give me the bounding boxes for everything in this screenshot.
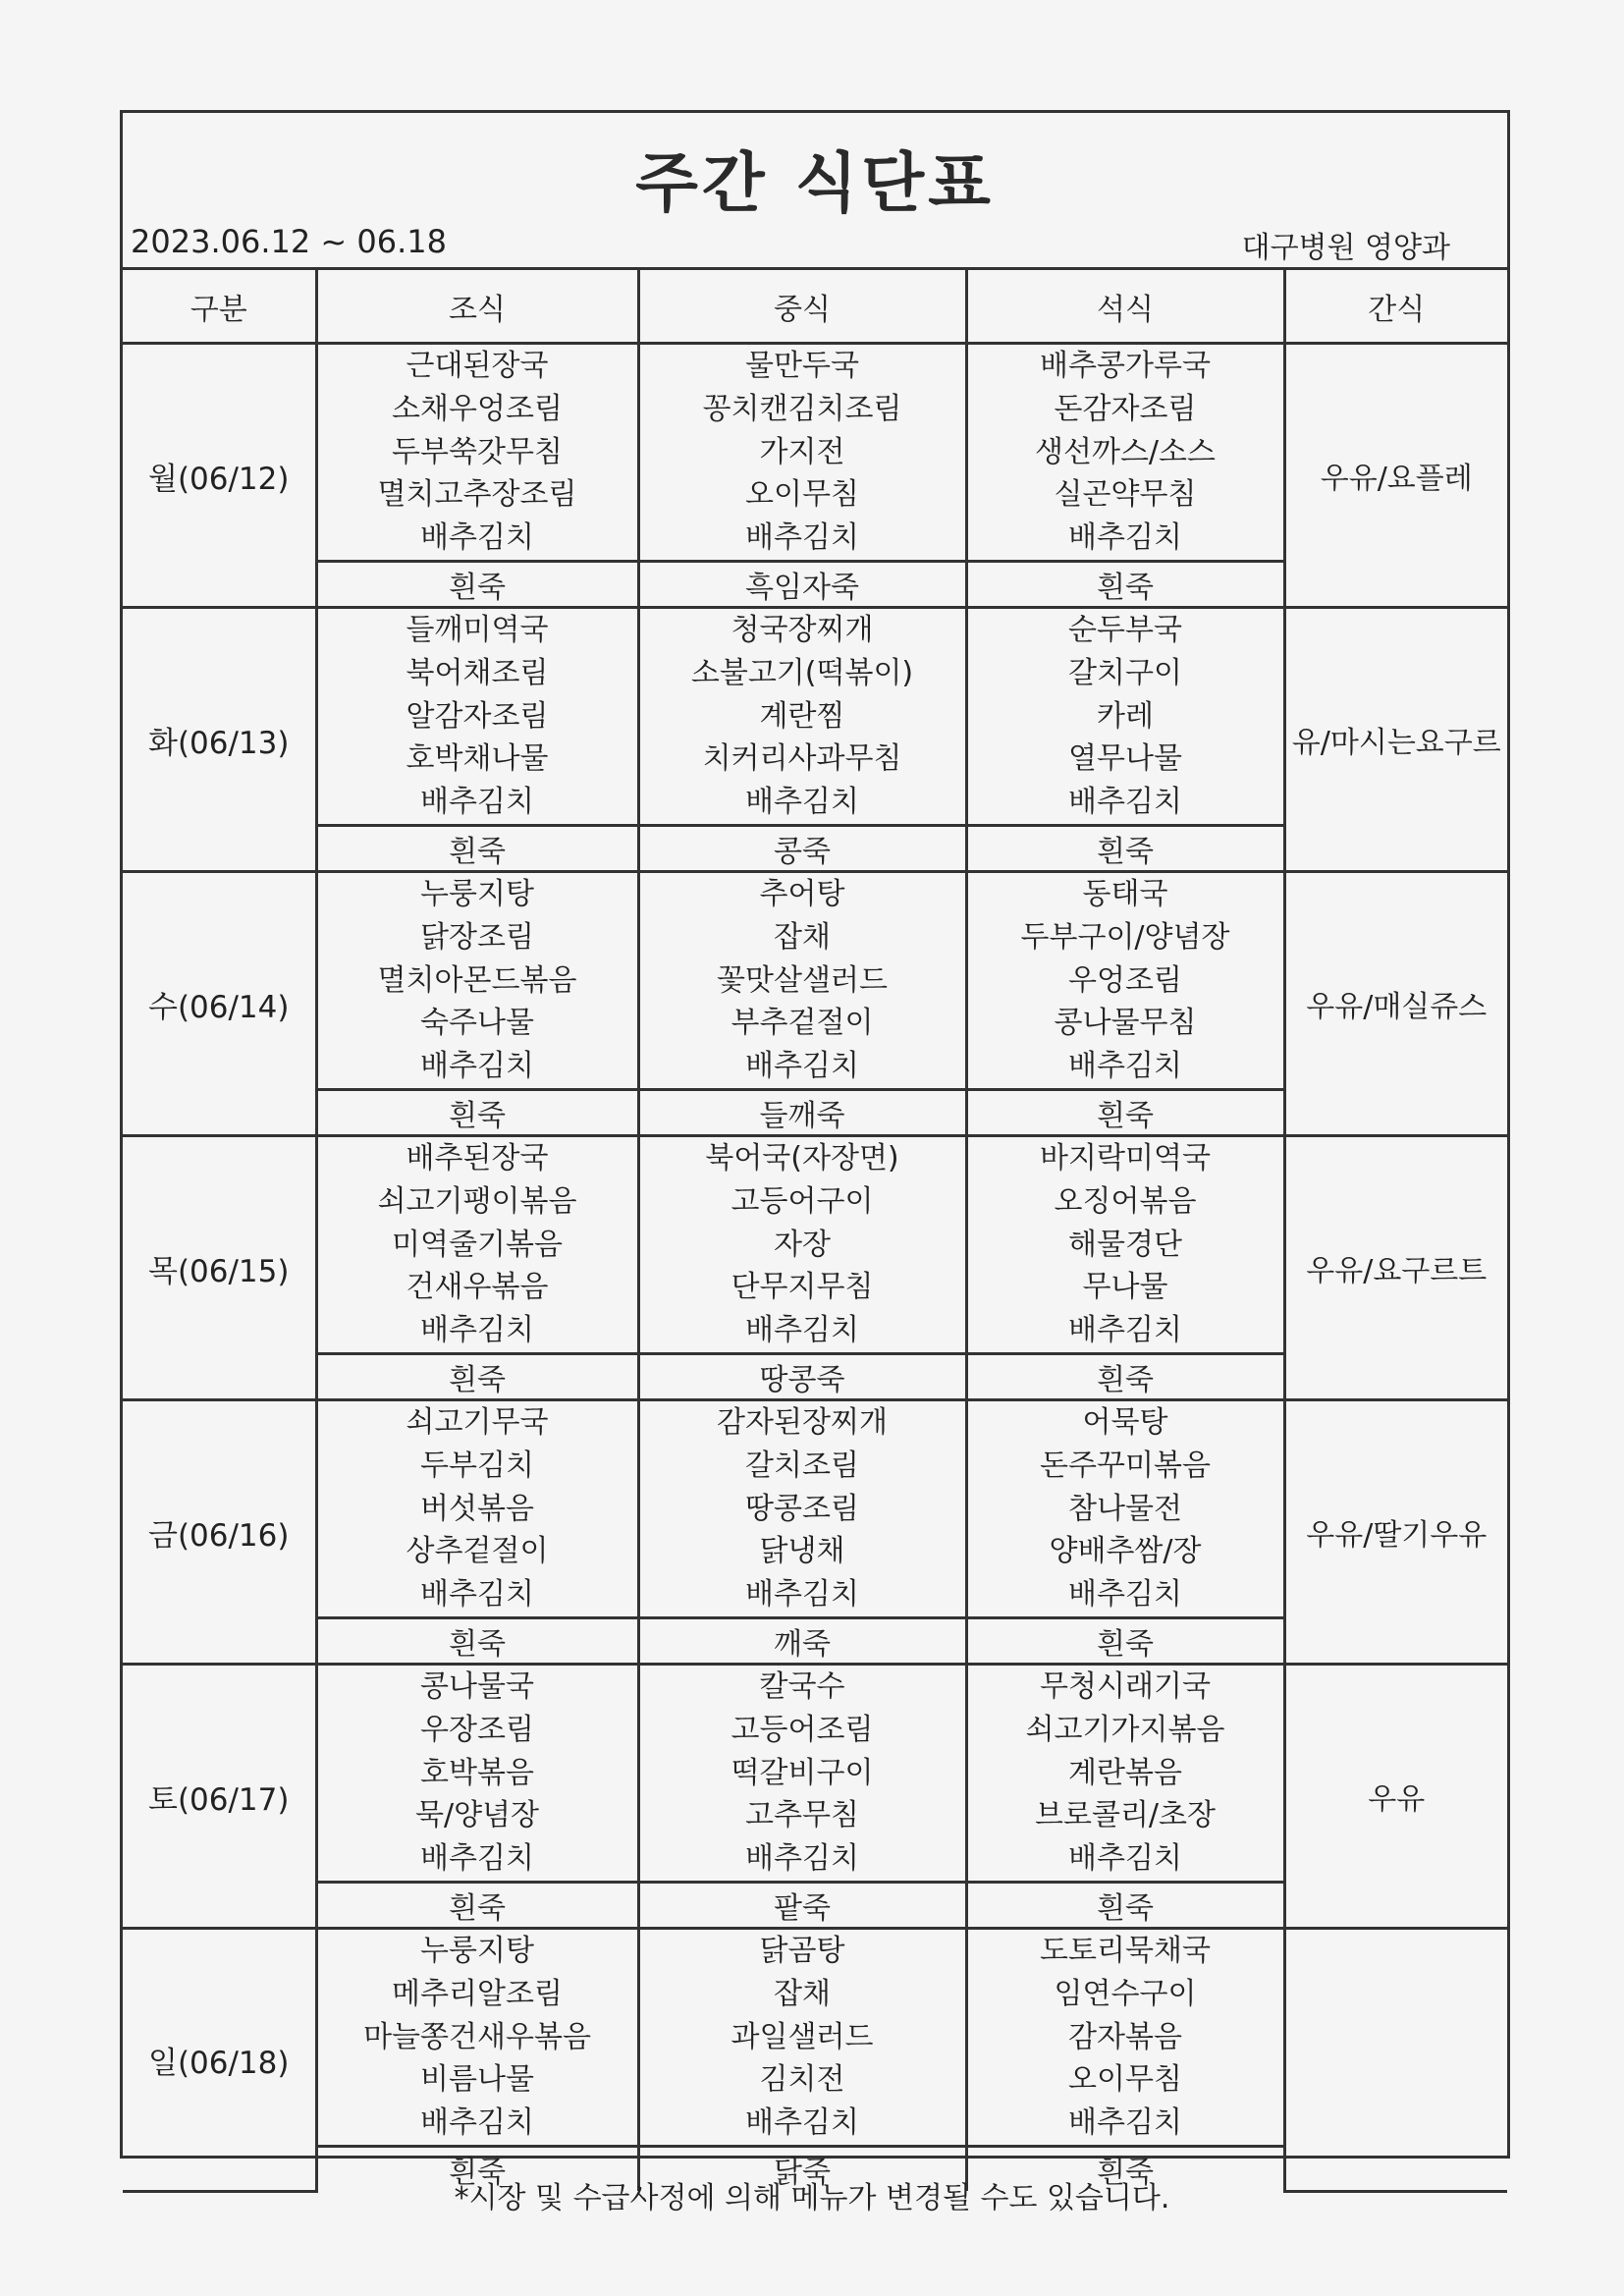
lunch-cell: [638, 344, 966, 562]
department-name: 대구병원 영양과: [1241, 231, 1450, 265]
dinner-porridge: 흰죽: [966, 562, 1284, 608]
lunch-porridge: 깨죽: [638, 1618, 966, 1665]
dish-item: 김치전: [759, 2062, 845, 2098]
dish-item: 어묵탕: [1082, 1405, 1168, 1440]
breakfast-cell: [316, 872, 638, 1090]
dish-item: 돈주꾸미볶음: [1040, 1448, 1211, 1483]
breakfast-cell: [316, 344, 638, 562]
dish-item: 단무지무침: [731, 1270, 874, 1305]
dish-item: 생선까스/소스: [1035, 434, 1216, 469]
dish-item: 쇠고기팽이볶음: [377, 1183, 577, 1219]
dish-item: 동태국: [1082, 877, 1168, 911]
dish-item: 무청시래기국: [1040, 1669, 1211, 1704]
day-row: [123, 872, 1507, 1090]
breakfast-cell: [316, 1665, 638, 1883]
dish-item: 배추김치: [1068, 1313, 1182, 1348]
dish-item: 칼국수: [759, 1669, 845, 1704]
dish-item: 참나물전: [1068, 1491, 1182, 1526]
dish-item: 건새우볶음: [406, 1270, 549, 1305]
dish-item: 배추김치: [745, 1841, 859, 1877]
dish-item: 배추김치: [745, 2105, 859, 2141]
breakfast-porridge: 흰죽: [316, 826, 638, 872]
dish-item: 배추김치: [1068, 520, 1182, 556]
dish-item: 오이무침: [1068, 2062, 1182, 2098]
lunch-cell: [638, 1400, 966, 1618]
dinner-porridge: 흰죽: [966, 826, 1284, 872]
dish-item: 고등어조림: [731, 1712, 874, 1747]
breakfast-cell: [316, 608, 638, 826]
dish-item: 양배추쌈/장: [1049, 1534, 1202, 1569]
dish-item: 무나물: [1082, 1270, 1168, 1305]
breakfast-porridge: 흰죽: [316, 562, 638, 608]
dish-item: 비름나물: [420, 2062, 534, 2098]
dish-item: 실곤약무침: [1054, 477, 1197, 513]
dish-item: 배추김치: [420, 2105, 534, 2141]
dish-item: 메추리알조림: [392, 1976, 563, 2011]
dish-item: 호박채나물: [406, 741, 549, 777]
snack-cell: 우유/매실쥬스: [1284, 872, 1507, 1136]
dish-item: 두부구이/양념장: [1020, 919, 1230, 955]
dish-item: 북어국(자장면): [705, 1141, 899, 1175]
dish-item: 열무나물: [1068, 741, 1182, 777]
breakfast-porridge: 흰죽: [316, 1090, 638, 1136]
dish-item: 계란볶음: [1068, 1755, 1182, 1790]
header-lunch: 중식: [638, 270, 966, 344]
dish-item: 해물경단: [1068, 1227, 1182, 1262]
dish-item: 우장조림: [420, 1712, 534, 1747]
dish-item: 배추김치: [745, 1313, 859, 1348]
dish-item: 멸치고추장조림: [377, 477, 577, 513]
dish-item: 멸치아몬드볶음: [377, 962, 577, 998]
dinner-cell: [966, 1136, 1284, 1354]
footnote: *시장 및 수급사정에 의해 메뉴가 변경될 수도 있습니다.: [454, 2181, 1170, 2215]
dish-item: 누룽지탕: [420, 877, 534, 911]
snack-cell: [1284, 1929, 1507, 2192]
dinner-porridge: 흰죽: [966, 2147, 1284, 2192]
dish-item: 배추김치: [1068, 1841, 1182, 1877]
day-label: 목(06/15): [123, 1136, 316, 1400]
menu-sheet: [120, 110, 1510, 2190]
dish-item: 감자볶음: [1068, 2019, 1182, 2054]
dish-item: 닭장조림: [420, 919, 534, 955]
lunch-cell: [638, 872, 966, 1090]
dish-item: 미역줄기볶음: [392, 1227, 563, 1262]
dinner-cell: [966, 608, 1284, 826]
dish-item: 카레: [1097, 698, 1154, 734]
lunch-cell: [638, 1665, 966, 1883]
dish-item: 배추김치: [420, 1049, 534, 1084]
dish-item: 배추김치: [1068, 1049, 1182, 1084]
lunch-porridge: 닭죽: [638, 2147, 966, 2192]
dish-item: 가지전: [759, 434, 845, 469]
dish-item: 배추김치: [745, 520, 859, 556]
snack-cell: 우유/요구르트: [1284, 1136, 1507, 1400]
dish-item: 배추김치: [420, 520, 534, 556]
dish-item: 오징어볶음: [1054, 1183, 1197, 1219]
dish-item: 배추김치: [1068, 1577, 1182, 1613]
lunch-cell: [638, 1929, 966, 2147]
dish-item: 도토리묵채국: [1040, 1934, 1211, 1968]
lunch-cell: [638, 608, 966, 826]
lunch-porridge: 팥죽: [638, 1883, 966, 1929]
day-row: [123, 1136, 1507, 1354]
breakfast-cell: [316, 1136, 638, 1354]
dish-item: 물만두국: [745, 349, 859, 383]
dish-item: 갈치조림: [745, 1448, 859, 1483]
dish-item: 호박볶음: [420, 1755, 534, 1790]
dish-item: 자장: [774, 1227, 831, 1262]
snack-cell: 유/마시는요구르: [1284, 608, 1507, 872]
dish-item: 오이무침: [745, 477, 859, 513]
dish-item: 두부쑥갓무침: [392, 434, 563, 469]
day-row: [123, 1665, 1507, 1883]
dinner-cell: [966, 872, 1284, 1090]
lunch-cell: [638, 1136, 966, 1354]
dinner-porridge: 흰죽: [966, 1618, 1284, 1665]
dish-item: 고추무침: [745, 1798, 859, 1833]
dish-item: 닭곰탕: [759, 1934, 845, 1968]
dish-item: 꽁치캔김치조림: [702, 391, 902, 426]
header-snack: 간식: [1284, 270, 1507, 344]
dish-item: 돈감자조림: [1054, 391, 1197, 426]
header-breakfast: 조식: [316, 270, 638, 344]
header-category: 구분: [123, 270, 316, 344]
dinner-cell: [966, 1400, 1284, 1618]
dish-item: 우엉조림: [1068, 962, 1182, 998]
dish-item: 고등어구이: [731, 1183, 874, 1219]
day-label: 금(06/16): [123, 1400, 316, 1665]
dish-item: 배추된장국: [406, 1141, 549, 1175]
snack-cell: 우유/요플레: [1284, 344, 1507, 608]
dish-item: 배추김치: [745, 785, 859, 820]
breakfast-porridge: 흰죽: [316, 1883, 638, 1929]
dish-item: 떡갈비구이: [731, 1755, 874, 1790]
dish-item: 감자된장찌개: [717, 1405, 888, 1440]
lunch-porridge: 콩죽: [638, 826, 966, 872]
day-row: [123, 608, 1507, 826]
dish-item: 들깨미역국: [406, 613, 549, 647]
day-row: [123, 1929, 1507, 2147]
dinner-porridge: 흰죽: [966, 1354, 1284, 1400]
breakfast-porridge: 흰죽: [316, 1354, 638, 1400]
dish-item: 갈치구이: [1068, 655, 1182, 690]
day-label: 토(06/17): [123, 1665, 316, 1929]
dish-item: 배추김치: [420, 785, 534, 820]
dish-item: 계란찜: [759, 698, 845, 734]
dish-item: 배추김치: [420, 1313, 534, 1348]
dish-item: 배추김치: [745, 1577, 859, 1613]
dish-item: 바지락미역국: [1040, 1141, 1211, 1175]
dish-item: 닭냉채: [759, 1534, 845, 1569]
dish-item: 배추김치: [1068, 785, 1182, 820]
dish-item: 청국장찌개: [731, 613, 874, 647]
dish-item: 누룽지탕: [420, 1934, 534, 1968]
dish-item: 꽃맛살샐러드: [717, 962, 888, 998]
dish-item: 콩나물무침: [1054, 1006, 1197, 1041]
weekly-menu-table: [123, 270, 1507, 2193]
dinner-cell: [966, 344, 1284, 562]
day-label: 수(06/14): [123, 872, 316, 1136]
snack-cell: 우유/딸기우유: [1284, 1400, 1507, 1665]
dish-item: 부추겉절이: [731, 1006, 874, 1041]
day-row: [123, 1400, 1507, 1618]
dish-item: 쇠고기무국: [406, 1405, 549, 1440]
dish-item: 소채우엉조림: [392, 391, 563, 426]
lunch-porridge: 들깨죽: [638, 1090, 966, 1136]
dish-item: 콩나물국: [420, 1669, 534, 1704]
day-label: 화(06/13): [123, 608, 316, 872]
dish-item: 브로콜리/초장: [1035, 1798, 1216, 1833]
dish-item: 배추김치: [420, 1841, 534, 1877]
dish-item: 두부김치: [420, 1448, 534, 1483]
dinner-porridge: 흰죽: [966, 1883, 1284, 1929]
dish-item: 마늘쫑건새우볶음: [363, 2019, 591, 2054]
day-label: 일(06/18): [123, 1929, 316, 2192]
dish-item: 배추김치: [745, 1049, 859, 1084]
dish-item: 상추겉절이: [406, 1534, 549, 1569]
dish-item: 순두부국: [1068, 613, 1182, 647]
dinner-cell: [966, 1665, 1284, 1883]
dish-item: 잡채: [774, 919, 831, 955]
dish-item: 추어탕: [759, 877, 845, 911]
breakfast-porridge: 흰죽: [316, 2147, 638, 2192]
dish-item: 근대된장국: [406, 349, 549, 383]
dish-item: 소불고기(떡볶이): [690, 655, 914, 690]
dish-item: 치커리사과무침: [702, 741, 902, 777]
breakfast-cell: [316, 1400, 638, 1618]
dish-item: 임연수구이: [1054, 1976, 1197, 2011]
dish-item: 배추김치: [1068, 2105, 1182, 2141]
dish-item: 배추콩가루국: [1040, 349, 1211, 383]
dish-item: 땅콩조림: [745, 1491, 859, 1526]
dish-item: 묵/양념장: [414, 1798, 540, 1833]
dish-item: 과일샐러드: [731, 2019, 874, 2054]
table-header-row: [123, 270, 1507, 344]
lunch-porridge: 땅콩죽: [638, 1354, 966, 1400]
breakfast-cell: [316, 1929, 638, 2147]
dish-item: 숙주나물: [420, 1006, 534, 1041]
dish-item: 북어채조림: [406, 655, 549, 690]
dish-item: 배추김치: [420, 1577, 534, 1613]
snack-cell: 우유: [1284, 1665, 1507, 1929]
lunch-porridge: 흑임자죽: [638, 562, 966, 608]
day-label: 월(06/12): [123, 344, 316, 608]
header-dinner: 석식: [966, 270, 1284, 344]
page-title: 주간 식단표: [635, 145, 995, 221]
date-range: 2023.06.12 ~ 06.18: [131, 223, 447, 260]
day-row: [123, 344, 1507, 562]
dish-item: 잡채: [774, 1976, 831, 2011]
dish-item: 쇠고기가지볶음: [1025, 1712, 1225, 1747]
dish-item: 알감자조림: [406, 698, 549, 734]
dinner-cell: [966, 1929, 1284, 2147]
dinner-porridge: 흰죽: [966, 1090, 1284, 1136]
breakfast-porridge: 흰죽: [316, 1618, 638, 1665]
dish-item: 버섯볶음: [420, 1491, 534, 1526]
